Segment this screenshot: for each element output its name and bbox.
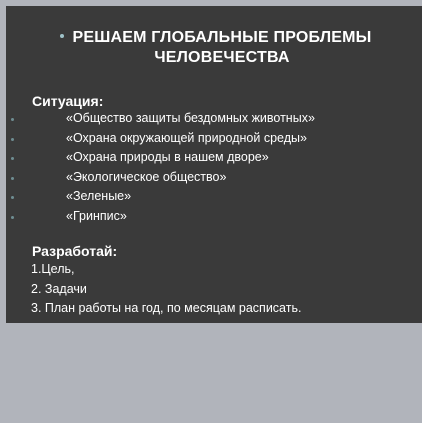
bullet-icon [11, 196, 14, 199]
develop-item: 2. Задачи [31, 281, 87, 296]
situation-item [6, 129, 422, 149]
situation-item-text: «Экологическое общество» [66, 169, 227, 184]
slide-title [6, 28, 422, 68]
develop-list [31, 260, 301, 319]
situation-item [6, 148, 422, 168]
slide [6, 6, 422, 323]
develop-heading: Разработай: [32, 243, 118, 259]
situation-item [6, 187, 422, 207]
bullet-icon [11, 157, 14, 160]
bullet-icon [11, 118, 14, 121]
slide-title-line-2: ЧЕЛОВЕЧЕСТВА [154, 49, 290, 66]
situation-item-text: «Общество защиты бездомных животных» [66, 111, 315, 125]
situation-item-text: «Охрана природы в нашем дворе» [66, 150, 269, 164]
situation-item-text: «Гринпис» [66, 208, 127, 223]
bullet-icon [11, 216, 14, 219]
situation-heading: Ситуация: [32, 93, 104, 109]
situation-item [6, 207, 422, 227]
situation-item-text: «Охрана окружающей природной среды» [66, 130, 307, 145]
bullet-icon [11, 138, 14, 141]
bullet-icon [11, 177, 14, 180]
situation-item-text: «Зеленые» [66, 189, 132, 203]
develop-item: 1.Цель, [31, 262, 75, 276]
slide-title-line-1: РЕШАЕМ ГЛОБАЛЬНЫЕ ПРОБЛЕМЫ [72, 29, 372, 46]
situation-list [6, 109, 422, 226]
situation-item [6, 109, 422, 129]
situation-item [6, 168, 422, 188]
develop-item: 3. План работы на год, по месяцам расписать. [31, 301, 302, 315]
